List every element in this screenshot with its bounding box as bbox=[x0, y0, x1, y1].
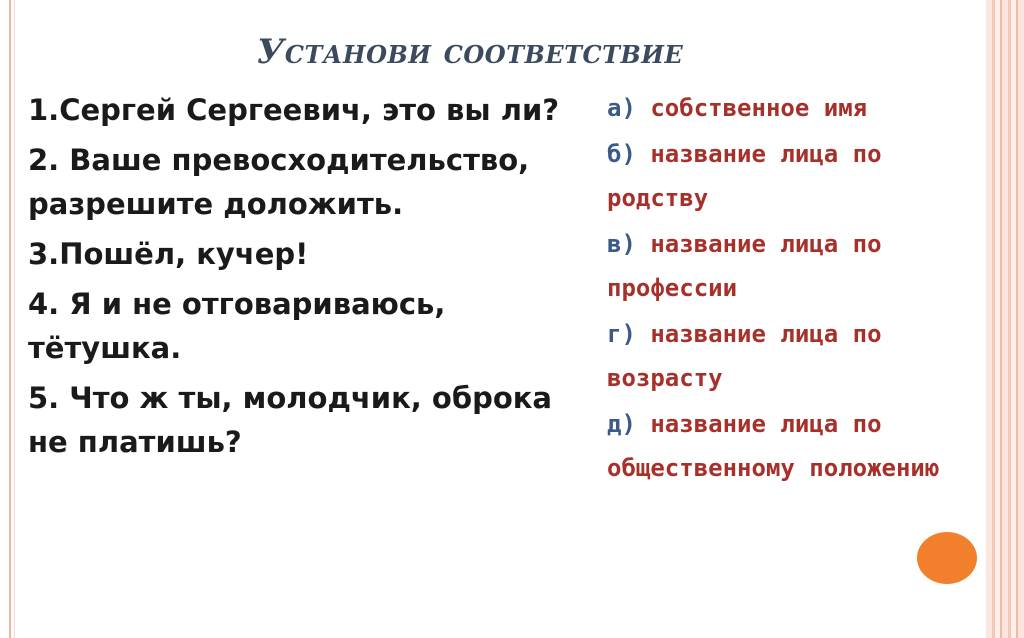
phrase-item-4: 4. Я и не отговариваюсь, тётушка. bbox=[28, 287, 446, 365]
phrases-list bbox=[28, 88, 588, 470]
phrase-item-5: 5. Что ж ты, молодчик, оброка не платишь? bbox=[28, 381, 552, 459]
option-letter: д) bbox=[607, 410, 636, 438]
option-letter: г) bbox=[607, 320, 636, 348]
option-text: название лица по профессии bbox=[607, 230, 882, 302]
option-d bbox=[607, 402, 977, 490]
left-border-line-inner bbox=[14, 0, 15, 638]
options-list bbox=[607, 86, 977, 492]
option-letter: б) bbox=[607, 140, 636, 168]
right-decorative-stripes bbox=[986, 0, 1024, 638]
option-letter: в) bbox=[607, 230, 636, 258]
phrase-item-1: 1.Сергей Сергеевич, это вы ли? bbox=[28, 93, 560, 127]
option-letter: а) bbox=[607, 94, 636, 122]
phrase-item-3: 3.Пошёл, кучер! bbox=[28, 237, 309, 271]
option-text: название лица по возрасту bbox=[607, 320, 882, 392]
orange-circle-decoration bbox=[917, 532, 977, 584]
option-v bbox=[607, 222, 977, 310]
option-g bbox=[607, 312, 977, 400]
slide-title: Установи соответствие bbox=[256, 32, 684, 72]
option-text: название лица по родству bbox=[607, 140, 882, 212]
option-text: собственное имя bbox=[650, 94, 868, 122]
option-text: название лица по общественному положению bbox=[607, 410, 940, 482]
left-border-line bbox=[9, 0, 11, 638]
option-b bbox=[607, 132, 977, 220]
option-a bbox=[607, 86, 977, 130]
phrase-item-2: 2. Ваше превосходительство, разрешите доложить. bbox=[28, 143, 530, 221]
